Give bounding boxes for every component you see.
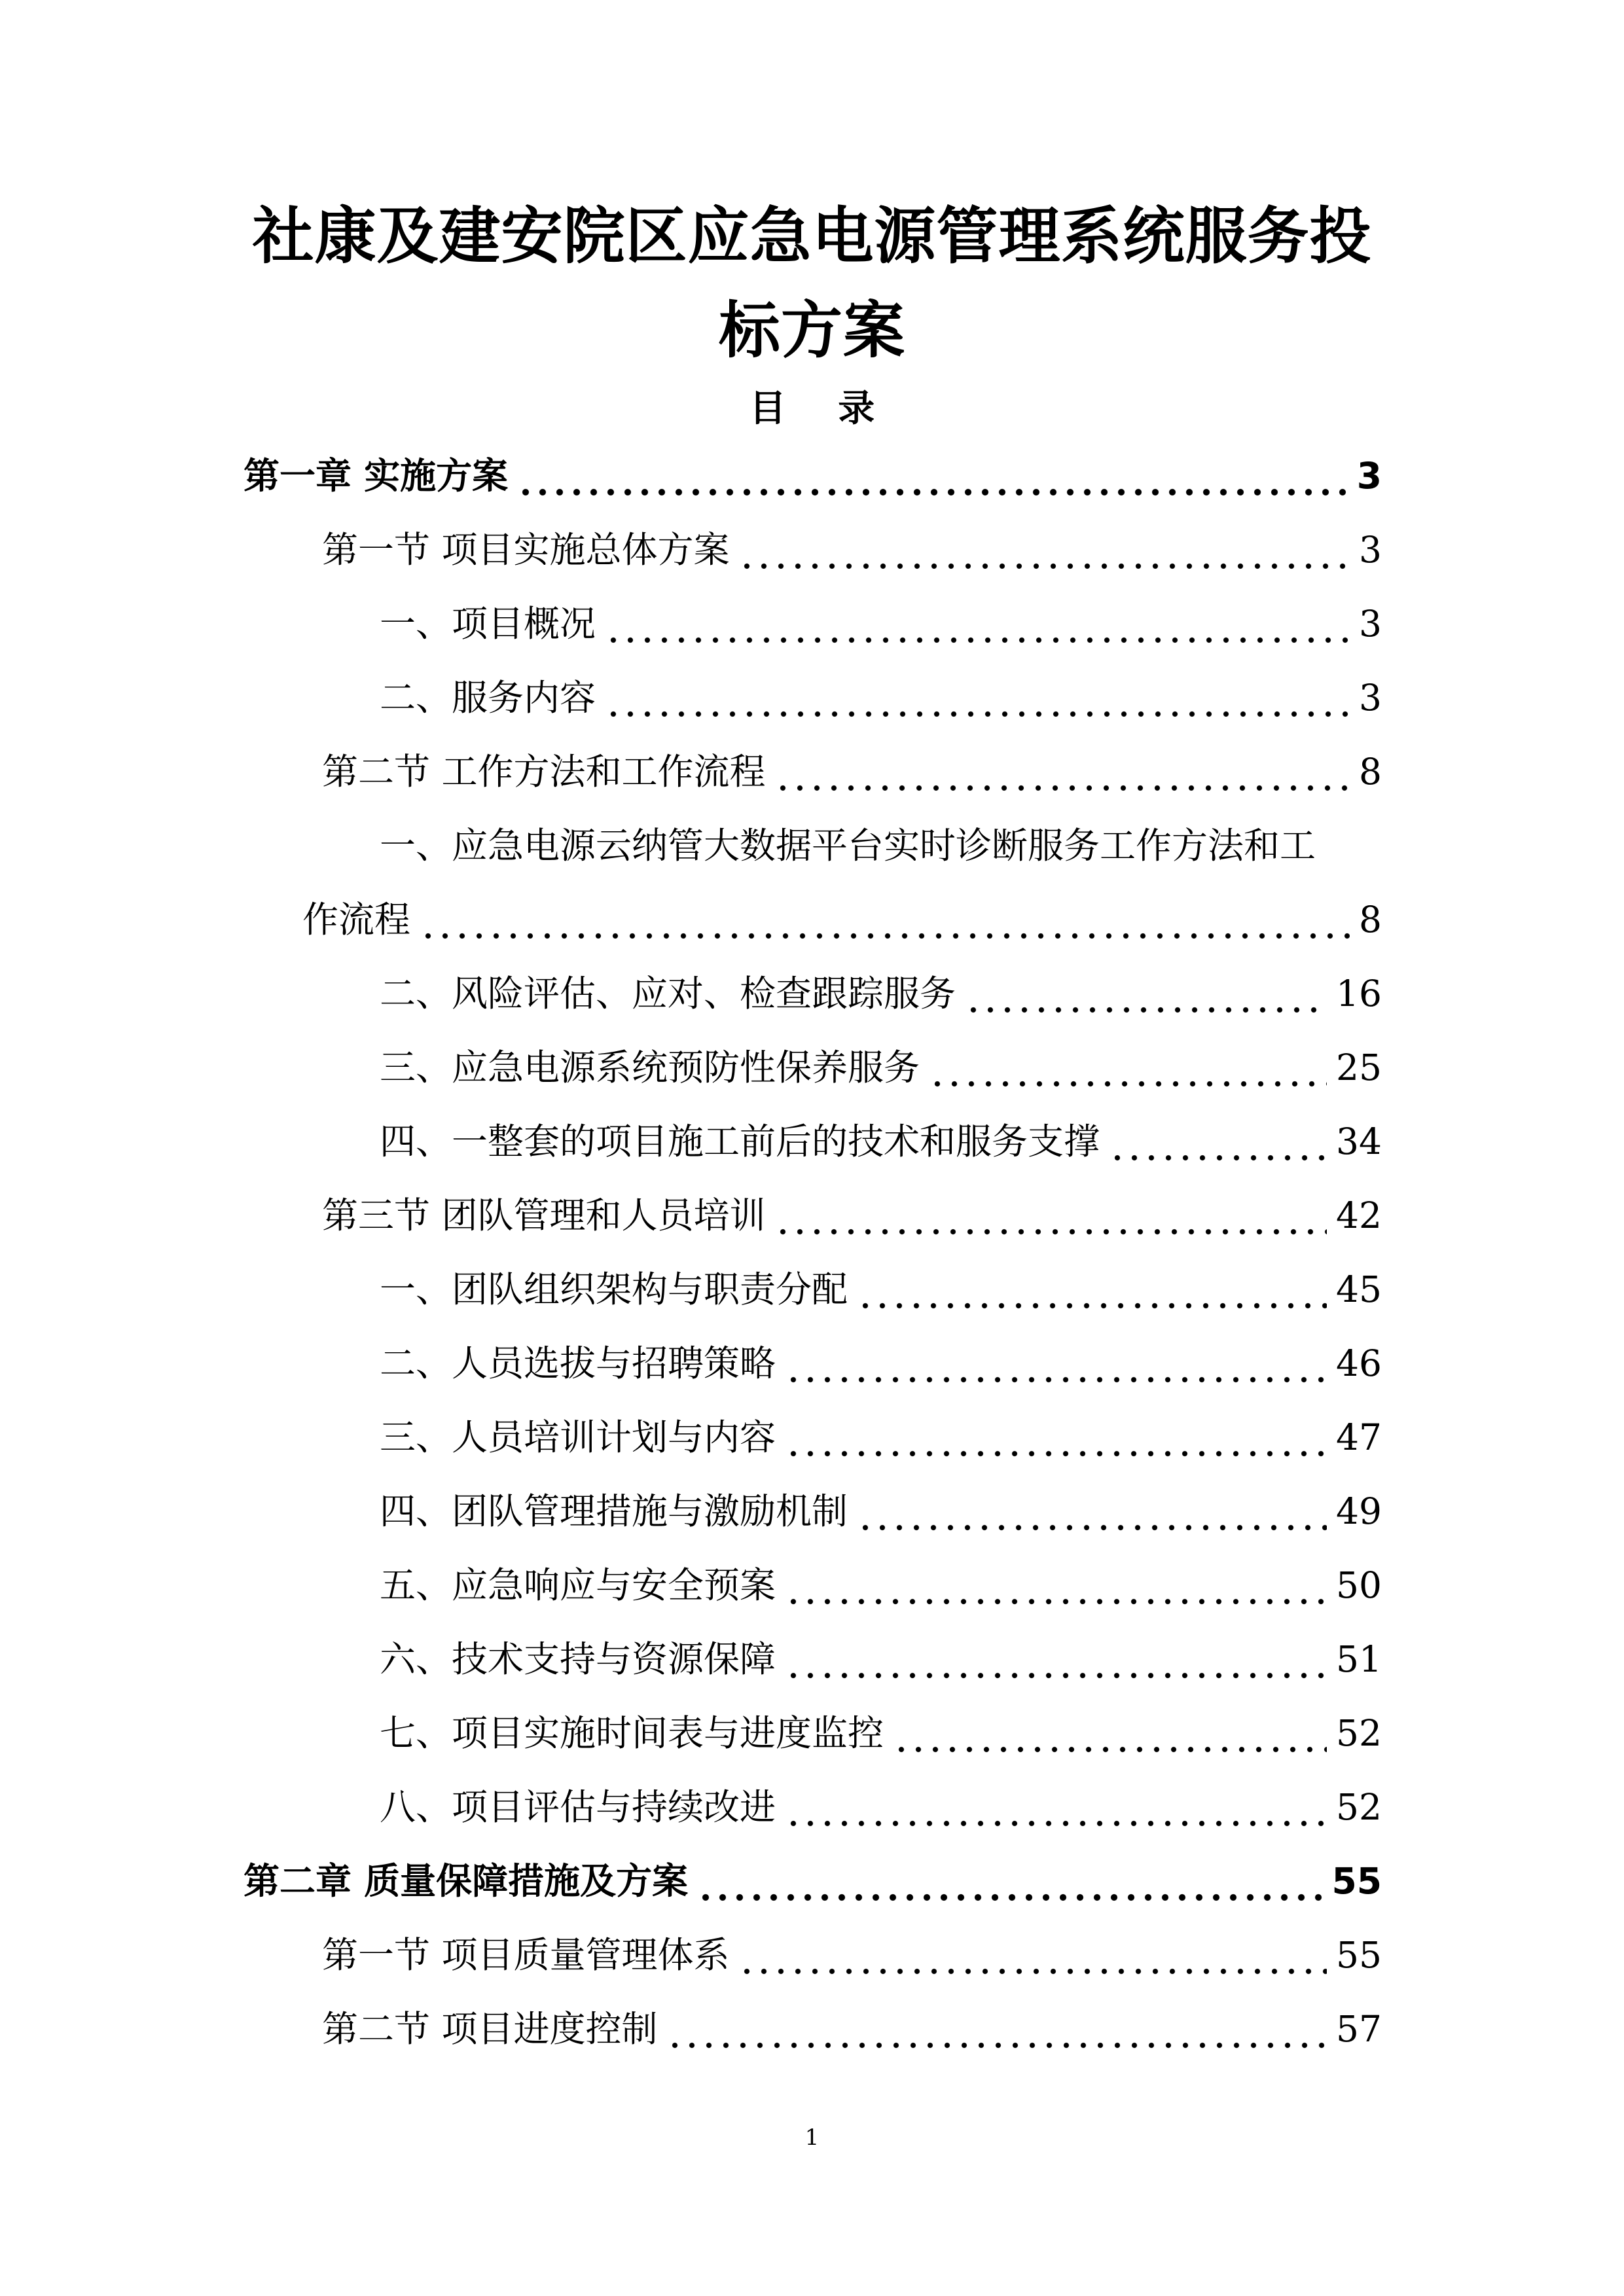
toc-entry-page: 3 [1359, 677, 1382, 719]
toc-entry-label: 五、应急响应与安全预案 [380, 1564, 776, 1606]
toc-entry-label: 二、风险评估、应对、检查跟踪服务 [380, 973, 956, 1014]
toc-entry-page: 16 [1336, 973, 1382, 1014]
toc-item-recruitment[interactable] [380, 1338, 1382, 1389]
toc-chapter-2[interactable] [244, 1856, 1382, 1907]
toc-item-training-plan[interactable] [380, 1412, 1382, 1463]
toc-entry-label: 七、项目实施时间表与进度监控 [380, 1712, 884, 1754]
toc-leader-dots [697, 1856, 1322, 1907]
toc-leader-dots [785, 1412, 1327, 1463]
toc-leader-dots [857, 1486, 1327, 1537]
toc-entry-label: 一、应急电源云纳管大数据平台实时诊断服务工作方法和工 [380, 825, 1316, 867]
toc-entry-label: 第二节 项目进度控制 [322, 2008, 658, 2050]
toc-entry-page: 45 [1336, 1268, 1382, 1310]
toc-item-project-overview[interactable] [380, 598, 1382, 649]
toc-entry-page: 55 [1331, 1860, 1382, 1902]
toc-entry-page: 52 [1336, 1786, 1382, 1828]
toc-leader-dots [774, 746, 1350, 797]
toc-item-realtime-diagnosis-cont[interactable] [302, 894, 1382, 945]
toc-entry-label: 一、项目概况 [380, 603, 596, 645]
toc-leader-dots [785, 1782, 1327, 1833]
toc-item-resource-support[interactable] [380, 1634, 1382, 1685]
toc-leader-dots [1109, 1116, 1327, 1167]
toc-leader-dots [420, 894, 1350, 945]
toc-entry-label: 第二章 质量保障措施及方案 [244, 1860, 689, 1902]
toc-item-schedule-monitoring[interactable] [380, 1708, 1382, 1759]
toc-entry-label: 三、应急电源系统预防性保养服务 [380, 1047, 920, 1088]
toc-entry-page: 3 [1356, 455, 1382, 497]
toc-entry-page: 46 [1336, 1342, 1382, 1384]
toc-entry-label: 六、技术支持与资源保障 [380, 1638, 776, 1680]
toc-item-service-content[interactable] [380, 672, 1382, 723]
toc-entry-label-continued: 作流程 [302, 899, 411, 941]
toc-entry-label: 八、项目评估与持续改进 [380, 1786, 776, 1828]
toc-leader-dots [605, 598, 1350, 649]
toc-leader-dots [738, 1929, 1327, 1981]
toc-item-evaluation-improvement[interactable] [380, 1782, 1382, 1833]
toc-section-2-2[interactable] [322, 2003, 1382, 2054]
toc-item-preventive-maintenance[interactable] [380, 1042, 1382, 1093]
toc-item-management-incentives[interactable] [380, 1486, 1382, 1537]
toc-entry-page: 25 [1336, 1047, 1382, 1088]
toc-entry-page: 52 [1336, 1712, 1382, 1754]
toc-section-1-1[interactable] [322, 524, 1382, 575]
toc-entry-page: 8 [1359, 751, 1382, 793]
toc-entry-page: 57 [1336, 2008, 1382, 2050]
toc-entry-page: 50 [1336, 1564, 1382, 1606]
toc-leader-dots [857, 1264, 1327, 1315]
toc-leader-dots [774, 1190, 1327, 1241]
toc-leader-dots [605, 672, 1350, 723]
toc-item-technical-support[interactable] [380, 1116, 1382, 1167]
toc-leader-dots [785, 1634, 1327, 1685]
toc-entry-page: 49 [1336, 1490, 1382, 1532]
toc-leader-dots [893, 1708, 1327, 1759]
toc-leader-dots [785, 1338, 1327, 1389]
toc-leader-dots [517, 450, 1348, 501]
toc-entry-label: 二、人员选拔与招聘策略 [380, 1342, 776, 1384]
toc-leader-dots [785, 1560, 1327, 1611]
toc-chapter-1[interactable] [244, 450, 1382, 501]
toc-entry-label: 第一节 项目质量管理体系 [322, 1934, 730, 1976]
toc-leader-dots [666, 2003, 1327, 2054]
toc-entry-page: 47 [1336, 1416, 1382, 1458]
toc-entry-label: 第一章 实施方案 [244, 455, 509, 497]
toc-entry-page: 3 [1359, 603, 1382, 645]
toc-heading: 目 录 [749, 387, 895, 430]
toc-entry-label: 四、团队管理措施与激励机制 [380, 1490, 848, 1532]
toc-entry-label: 第三节 团队管理和人员培训 [322, 1194, 766, 1236]
toc-section-1-3[interactable] [322, 1190, 1382, 1241]
toc-entry-label: 三、人员培训计划与内容 [380, 1416, 776, 1458]
toc-entry-page: 3 [1359, 529, 1382, 571]
toc-entry-label: 一、团队组织架构与职责分配 [380, 1268, 848, 1310]
toc-leader-dots [929, 1042, 1327, 1093]
toc-entry-page: 34 [1336, 1121, 1382, 1162]
toc-entry-label: 第二节 工作方法和工作流程 [322, 751, 766, 793]
toc-item-emergency-response[interactable] [380, 1560, 1382, 1611]
toc-entry-page: 42 [1336, 1194, 1382, 1236]
toc-item-realtime-diagnosis[interactable] [380, 820, 1382, 871]
document-title-line-1: 社康及建安院区应急电源管理系统服务投 [252, 201, 1372, 272]
document-title-line-2: 标方案 [718, 295, 905, 367]
toc-entry-label: 第一节 项目实施总体方案 [322, 529, 730, 571]
toc-entry-page: 55 [1336, 1934, 1382, 1976]
page-number: 1 [804, 2125, 820, 2151]
toc-entry-page: 51 [1336, 1638, 1382, 1680]
toc-entry-label: 四、一整套的项目施工前后的技术和服务支撑 [380, 1121, 1100, 1162]
toc-leader-dots [738, 524, 1350, 575]
toc-entry-label: 二、服务内容 [380, 677, 596, 719]
toc-item-risk-assessment[interactable] [380, 968, 1382, 1019]
toc-item-team-structure[interactable] [380, 1264, 1382, 1315]
toc-section-1-2[interactable] [322, 746, 1382, 797]
toc-entry-page: 8 [1359, 899, 1382, 941]
toc-leader-dots [965, 968, 1327, 1019]
toc-section-2-1[interactable] [322, 1929, 1382, 1981]
